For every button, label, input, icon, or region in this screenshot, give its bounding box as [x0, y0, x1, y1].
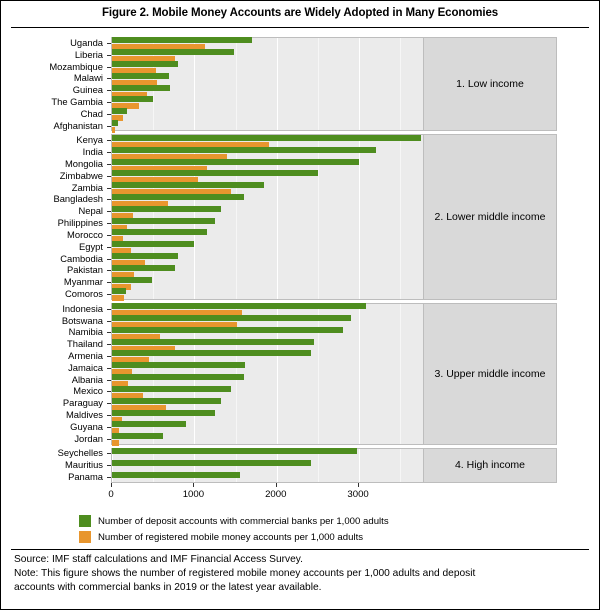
x-axis-tick — [276, 483, 277, 487]
x-axis-tick — [358, 483, 359, 487]
x-axis-tick — [193, 483, 194, 487]
y-axis-tick — [107, 439, 111, 440]
y-axis-label: Morocco — [67, 228, 103, 240]
y-axis-label: Mexico — [73, 385, 103, 397]
bar-deposit-accounts — [112, 253, 178, 259]
bar-deposit-accounts — [112, 206, 221, 212]
bar-deposit-accounts — [112, 159, 359, 165]
bar-deposit-accounts — [112, 170, 318, 176]
y-axis-tick — [107, 321, 111, 322]
y-axis-tick — [107, 114, 111, 115]
y-axis-label: Malawi — [73, 72, 103, 84]
y-axis-tick — [107, 427, 111, 428]
legend-item-deposit — [79, 513, 539, 529]
bar-deposit-accounts — [112, 147, 376, 153]
chart-panel — [111, 303, 557, 445]
note-line-2: accounts with commercial banks in 2019 or the latest year available. — [14, 582, 322, 593]
y-axis-tick — [107, 477, 111, 478]
bar-deposit-accounts — [112, 218, 215, 224]
y-axis-tick — [107, 102, 111, 103]
bar-deposit-accounts — [112, 265, 175, 271]
y-axis-label: Jamaica — [68, 361, 103, 373]
y-axis-label: Liberia — [74, 48, 103, 60]
y-axis-label: Bangladesh — [53, 193, 103, 205]
y-axis-label: Uganda — [70, 36, 103, 48]
y-axis-tick — [107, 67, 111, 68]
bar-deposit-accounts — [112, 73, 169, 79]
bar-deposit-accounts — [112, 120, 118, 126]
gridline-minor — [236, 38, 237, 130]
y-axis-label: Maldives — [66, 409, 103, 421]
legend-label-deposit: Number of deposit accounts with commercial banks per 1,000 adults — [98, 515, 389, 527]
legend-swatch-deposit-icon — [79, 515, 91, 527]
panel-strip-label: 3. Upper middle income — [423, 304, 556, 444]
panel-bars-region — [112, 135, 423, 298]
y-axis-tick — [107, 90, 111, 91]
y-axis-tick — [107, 294, 111, 295]
bar-deposit-accounts — [112, 96, 153, 102]
x-axis-tick-label: 2000 — [265, 489, 287, 500]
y-axis-tick — [107, 465, 111, 466]
y-axis-label: Mongolia — [64, 158, 103, 169]
y-axis-label: Armenia — [68, 349, 103, 361]
y-axis-tick — [107, 380, 111, 381]
bar-deposit-accounts — [112, 135, 421, 141]
y-axis-label: Jordan — [74, 432, 103, 444]
legend-item-mobile — [79, 529, 539, 545]
panel-bars-region — [112, 38, 423, 130]
chart-panel — [111, 448, 557, 483]
panel-bars-region — [112, 449, 423, 482]
legend-label-mobile: Number of registered mobile money accounts per 1,000 adults — [98, 531, 364, 543]
bar-deposit-accounts — [112, 315, 351, 321]
y-axis-tick — [107, 199, 111, 200]
source-line: Source: IMF staff calculations and IMF Financial Access Survey. — [14, 554, 303, 565]
gridline-minor — [400, 304, 401, 444]
y-axis-label: Zambia — [71, 181, 103, 193]
bar-deposit-accounts — [112, 339, 314, 345]
y-axis-label: Afghanistan — [53, 119, 103, 131]
y-axis-label: Kenya — [76, 134, 103, 146]
bar-deposit-accounts — [112, 362, 245, 368]
y-axis-label: Guyana — [70, 420, 103, 432]
bar-deposit-accounts — [112, 49, 234, 55]
y-axis-label: Botswana — [61, 314, 103, 326]
y-axis-tick — [107, 152, 111, 153]
y-axis-tick — [107, 391, 111, 392]
y-axis-tick — [107, 453, 111, 454]
legend-swatch-mobile-icon — [79, 531, 91, 543]
y-axis-label: Mozambique — [49, 60, 103, 72]
bar-deposit-accounts — [112, 421, 186, 427]
y-axis-label: Panama — [68, 471, 103, 483]
bar-deposit-accounts — [112, 108, 127, 114]
bar-deposit-accounts — [112, 472, 240, 478]
y-axis-tick — [107, 259, 111, 260]
y-axis-label: Pakistan — [67, 264, 103, 276]
gridline — [277, 304, 278, 444]
y-axis-label: Seychelles — [57, 447, 103, 459]
bar-deposit-accounts — [112, 288, 126, 294]
bar-deposit-accounts — [112, 350, 311, 356]
y-axis-label: Cambodia — [60, 252, 103, 264]
y-axis-tick — [107, 55, 111, 56]
x-axis-tick — [111, 483, 112, 487]
y-axis-tick — [107, 78, 111, 79]
bar-deposit-accounts — [112, 37, 252, 43]
y-axis-label: India — [82, 146, 103, 158]
y-axis-label: Zimbabwe — [59, 169, 103, 181]
gridline — [359, 135, 360, 298]
chart-legend — [79, 513, 539, 545]
y-axis-label: Namibia — [68, 326, 103, 338]
bar-mobile-money-accounts — [112, 295, 124, 301]
y-axis-label: Mauritius — [64, 459, 103, 471]
y-axis-tick — [107, 176, 111, 177]
y-axis-label: Egypt — [79, 240, 103, 252]
gridline-minor — [400, 449, 401, 482]
y-axis-label: Chad — [80, 107, 103, 119]
chart-plot-area — [111, 37, 557, 483]
bar-deposit-accounts — [112, 386, 231, 392]
y-axis-tick — [107, 43, 111, 44]
y-axis-label: Comoros — [64, 287, 103, 299]
chart-panel — [111, 134, 557, 299]
bar-mobile-money-accounts — [112, 440, 119, 446]
bar-deposit-accounts — [112, 398, 221, 404]
gridline-minor — [318, 304, 319, 444]
panel-strip-label: 4. High income — [423, 449, 556, 482]
y-axis-label: Guinea — [72, 84, 103, 96]
bar-deposit-accounts — [112, 460, 311, 466]
note-line-1: Note: This figure shows the number of registered mobile money accounts per 1,000 adults and deposit — [14, 568, 476, 579]
gridline — [277, 38, 278, 130]
y-axis-tick — [107, 223, 111, 224]
y-axis-tick — [107, 368, 111, 369]
bar-deposit-accounts — [112, 194, 244, 200]
y-axis-tick — [107, 247, 111, 248]
footer-divider — [11, 549, 589, 550]
bar-mobile-money-accounts — [112, 127, 115, 133]
panel-strip-label: 1. Low income — [423, 38, 556, 130]
y-axis-label: Myanmar — [63, 276, 103, 288]
x-axis-tick-label: 0 — [108, 489, 114, 500]
figure-footnotes — [14, 553, 589, 595]
y-axis-tick — [107, 344, 111, 345]
y-axis-tick — [107, 164, 111, 165]
y-axis-tick — [107, 140, 111, 141]
y-axis-tick — [107, 356, 111, 357]
y-axis-tick — [107, 270, 111, 271]
bar-deposit-accounts — [112, 327, 343, 333]
bar-deposit-accounts — [112, 448, 357, 454]
bar-deposit-accounts — [112, 277, 152, 283]
y-axis-label: Paraguay — [62, 397, 103, 409]
gridline — [359, 449, 360, 482]
x-axis-tick-label: 3000 — [347, 489, 369, 500]
bar-deposit-accounts — [112, 229, 207, 235]
y-axis-label: Nepal — [78, 205, 103, 217]
gridline — [359, 38, 360, 130]
y-axis-label: The Gambia — [51, 95, 103, 107]
bar-deposit-accounts — [112, 374, 244, 380]
y-axis-label: Indonesia — [62, 302, 103, 314]
gridline-minor — [318, 38, 319, 130]
chart-panel — [111, 37, 557, 131]
panel-bars-region — [112, 304, 423, 444]
y-axis-tick — [107, 282, 111, 283]
bar-deposit-accounts — [112, 85, 170, 91]
title-divider — [11, 27, 589, 28]
bar-deposit-accounts — [112, 241, 194, 247]
x-axis-tick-label: 1000 — [182, 489, 205, 500]
figure-title: Figure 2. Mobile Money Accounts are Widely Adopted in Many Economies — [101, 7, 499, 19]
bar-deposit-accounts — [112, 433, 163, 439]
y-axis-tick — [107, 415, 111, 416]
y-axis-tick — [107, 188, 111, 189]
y-axis-label: Albania — [71, 373, 103, 385]
bar-deposit-accounts — [112, 61, 178, 67]
y-axis-tick — [107, 235, 111, 236]
y-axis-tick — [107, 126, 111, 127]
gridline-minor — [400, 135, 401, 298]
y-axis-tick — [107, 211, 111, 212]
y-axis-tick — [107, 403, 111, 404]
y-axis-label: Philippines — [57, 217, 103, 229]
bar-deposit-accounts — [112, 182, 264, 188]
bar-deposit-accounts — [112, 410, 215, 416]
gridline-minor — [400, 38, 401, 130]
y-axis-label: Thailand — [67, 338, 103, 350]
y-axis-tick — [107, 309, 111, 310]
bar-deposit-accounts — [112, 303, 366, 309]
gridline — [359, 304, 360, 444]
panel-strip-label: 2. Lower middle income — [423, 135, 556, 298]
y-axis-tick — [107, 332, 111, 333]
